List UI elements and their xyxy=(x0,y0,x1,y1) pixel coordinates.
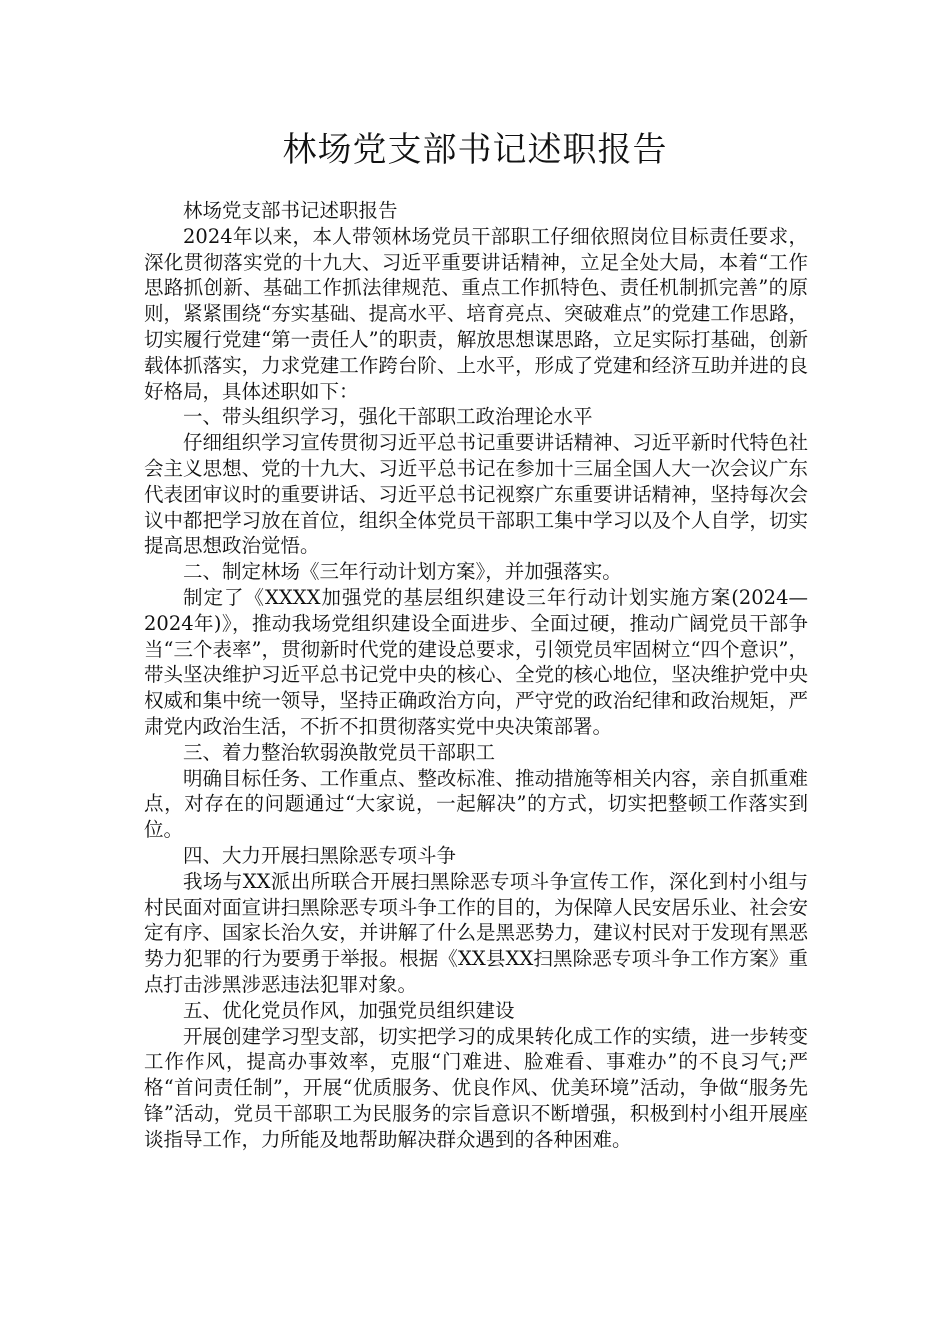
document-title: 林场党支部书记述职报告 xyxy=(282,130,668,170)
section-body-4: 我场与XX派出所联合开展扫黑除恶专项斗争宣传工作，深化到村小组与村民面对面宣讲扫黑除恶专项斗争工作的目的，为保障人民安居乐业、社会安定有序、国家长治久安，并讲解了什么是黑恶势力，建议村民对于发现有黑恶势力犯罪的行为要勇于举报。根据《XX县XX扫黑除恶专项斗争工作方案》重点打击涉黑涉恶违法犯罪对象。 xyxy=(144,869,808,996)
intro-paragraph: 2024年以来，本人带领林场党员干部职工仔细依照岗位目标责任要求，深化贯彻落实党的十九大、习近平重要讲话精神，立足全处大局，本着“工作思路抓创新、基础工作抓法律规范、重点工作抓特色、责任机制抓完善”的原则，紧紧围绕“夯实基础、提高水平、培育亮点、突破难点”的党建工作思路，切实履行党建“第一责任人”的职责，解放思想谋思路，立足实际打基础，创新载体抓落实，力求党建工作跨台阶、上水平，形成了党建和经济互助并进的良好格局，具体述职如下： xyxy=(144,224,808,403)
document-body xyxy=(144,198,808,1152)
section-heading-3: 三、着力整治软弱涣散党员干部职工 xyxy=(183,740,496,764)
section-body-3: 明确目标任务、工作重点、整改标准、推动措施等相关内容，亲自抓重难点，对存在的问题通过“大家说，一起解决”的方式，切实把整顿工作落实到位。 xyxy=(144,766,808,842)
section-heading-2: 二、制定林场《三年行动计划方案》，并加强落实。 xyxy=(183,560,622,584)
section-heading-4: 四、大力开展扫黑除恶专项斗争 xyxy=(183,843,457,867)
subtitle-paragraph: 林场党支部书记述职报告 xyxy=(183,199,398,222)
section-body-2: 制定了《XXXX加强党的基层组织建设三年行动计划实施方案(2024—2024年)》，推动我场党组织建设全面进步、全面过硬，推动广阔党员干部争当“三个表率”，贯彻新时代党的建设总要求，引领党员牢固树立“四个意识”，带头坚决维护习近平总书记党中央的核心、全党的核心地位，坚决维护党中央权威和集中统一领导，坚持正确政治方向，严守党的政治纪律和政治规矩，严肃党内政治生活，不折不扣贯彻落实党中央决策部署。 xyxy=(144,585,808,738)
section-body-5: 开展创建学习型支部，切实把学习的成果转化成工作的实绩，进一步转变工作作风，提高办事效率，克服“门难进、脸难看、事难办”的不良习气;严格“首问责任制”，开展“优质服务、优良作风、优美环境”活动，争做“服务先锋”活动，党员干部职工为民服务的宗旨意识不断增强，积极到村小组开展座谈指导工作，力所能及地帮助解决群众遇到的各种困难。 xyxy=(144,1024,808,1151)
section-heading-5: 五、优化党员作风，加强党员组织建设 xyxy=(183,998,515,1022)
section-heading-1: 一、带头组织学习，强化干部职工政治理论水平 xyxy=(183,405,593,429)
section-body-1: 仔细组织学习宣传贯彻习近平总书记重要讲话精神、习近平新时代特色社会主义思想、党的十九大、习近平总书记在参加十三届全国人大一次会议广东代表团审议时的重要讲话、习近平总书记视察广东重要讲话精神，坚持每次会议中都把学习放在首位，组织全体党员干部职工集中学习以及个人自学，切实提高思想政治觉悟。 xyxy=(144,431,808,558)
